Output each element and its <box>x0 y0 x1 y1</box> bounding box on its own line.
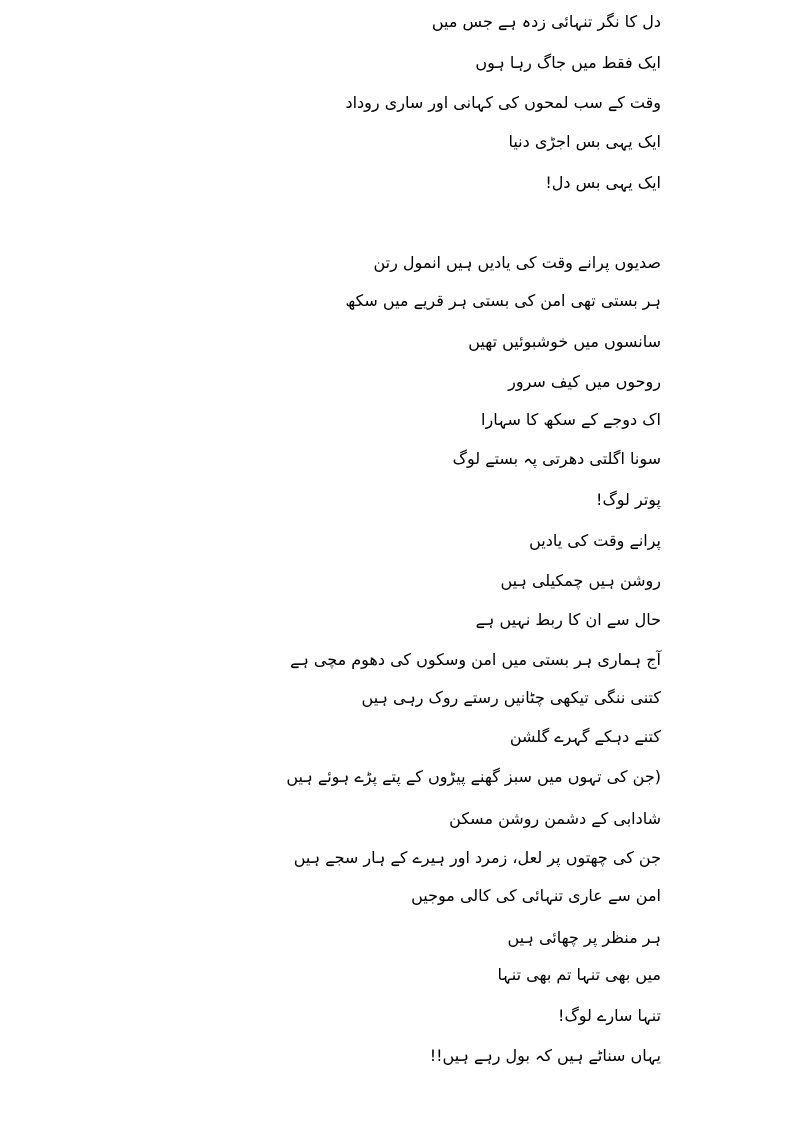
poem-line: وقت کے سب لمحوں کی کہانی اور ساری روداد <box>345 93 661 112</box>
poem-line: یہاں سناٹے ہیں کہ بول رہے ہیں!! <box>429 1046 661 1065</box>
poem-line: جن کی چھتوں پر لعل، زمرد اور ہیرے کے ہار سجے ہیں <box>293 848 661 867</box>
poem-line: صدیوں پرانے وقت کی یادیں ہیں انمول رتن <box>373 253 661 272</box>
poem-line: تنہا سارے لوگ! <box>558 1006 661 1025</box>
poem-line: میں بھی تنہا تم بھی تنہا <box>497 965 661 984</box>
poem-line: سانسوں میں خوشبوئیں تھیں <box>468 332 661 351</box>
poem-line: ایک یہی بس اجڑی دنیا <box>508 132 661 151</box>
poem-line: شادابی کے دشمن روشن مسکن <box>449 809 661 828</box>
poem-line: ہر منظر پر چھائی ہیں <box>507 928 661 947</box>
poem-line: امن سے عاری تنہائی کی کالی موجیں <box>411 886 661 905</box>
poem-line: ہر بستی تھی امن کی بستی ہر قریے میں سکھ <box>345 291 661 310</box>
poem-line: پوتر لوگ! <box>596 490 661 509</box>
poem-line: (جن کی تہوں میں سبز گھنے پیڑوں کے پتے پڑے ہوئے ہیں <box>286 767 661 786</box>
poem-line: کتنی ننگی تیکھی چٹانیں رستے روک رہی ہیں <box>361 688 661 707</box>
poem-line: کتنے دہکے گہرے گلشن <box>509 727 661 746</box>
poem-line: پرانے وقت کی یادیں <box>529 531 661 550</box>
poem-line: روحوں میں کیف سرور <box>508 372 661 391</box>
poem-line: حال سے ان کا ربط نہیں ہے <box>475 610 661 629</box>
poem-line: روشن ہیں چمکیلی ہیں <box>500 571 661 590</box>
poem-line: ایک یہی بس دل! <box>545 173 661 192</box>
poem-line: دل کا نگر تنہائی زدہ ہے جس میں <box>431 12 661 31</box>
poem-line: سونا اگلتی دھرتی پہ بستے لوگ <box>452 449 661 468</box>
poem-line: اک دوجے کے سکھ کا سہارا <box>481 410 661 429</box>
poem-line: آج ہماری ہر بستی میں امن وسکوں کی دھوم مچی ہے <box>290 650 661 669</box>
poem-line: ایک فقط میں جاگ رہا ہوں <box>475 53 661 72</box>
